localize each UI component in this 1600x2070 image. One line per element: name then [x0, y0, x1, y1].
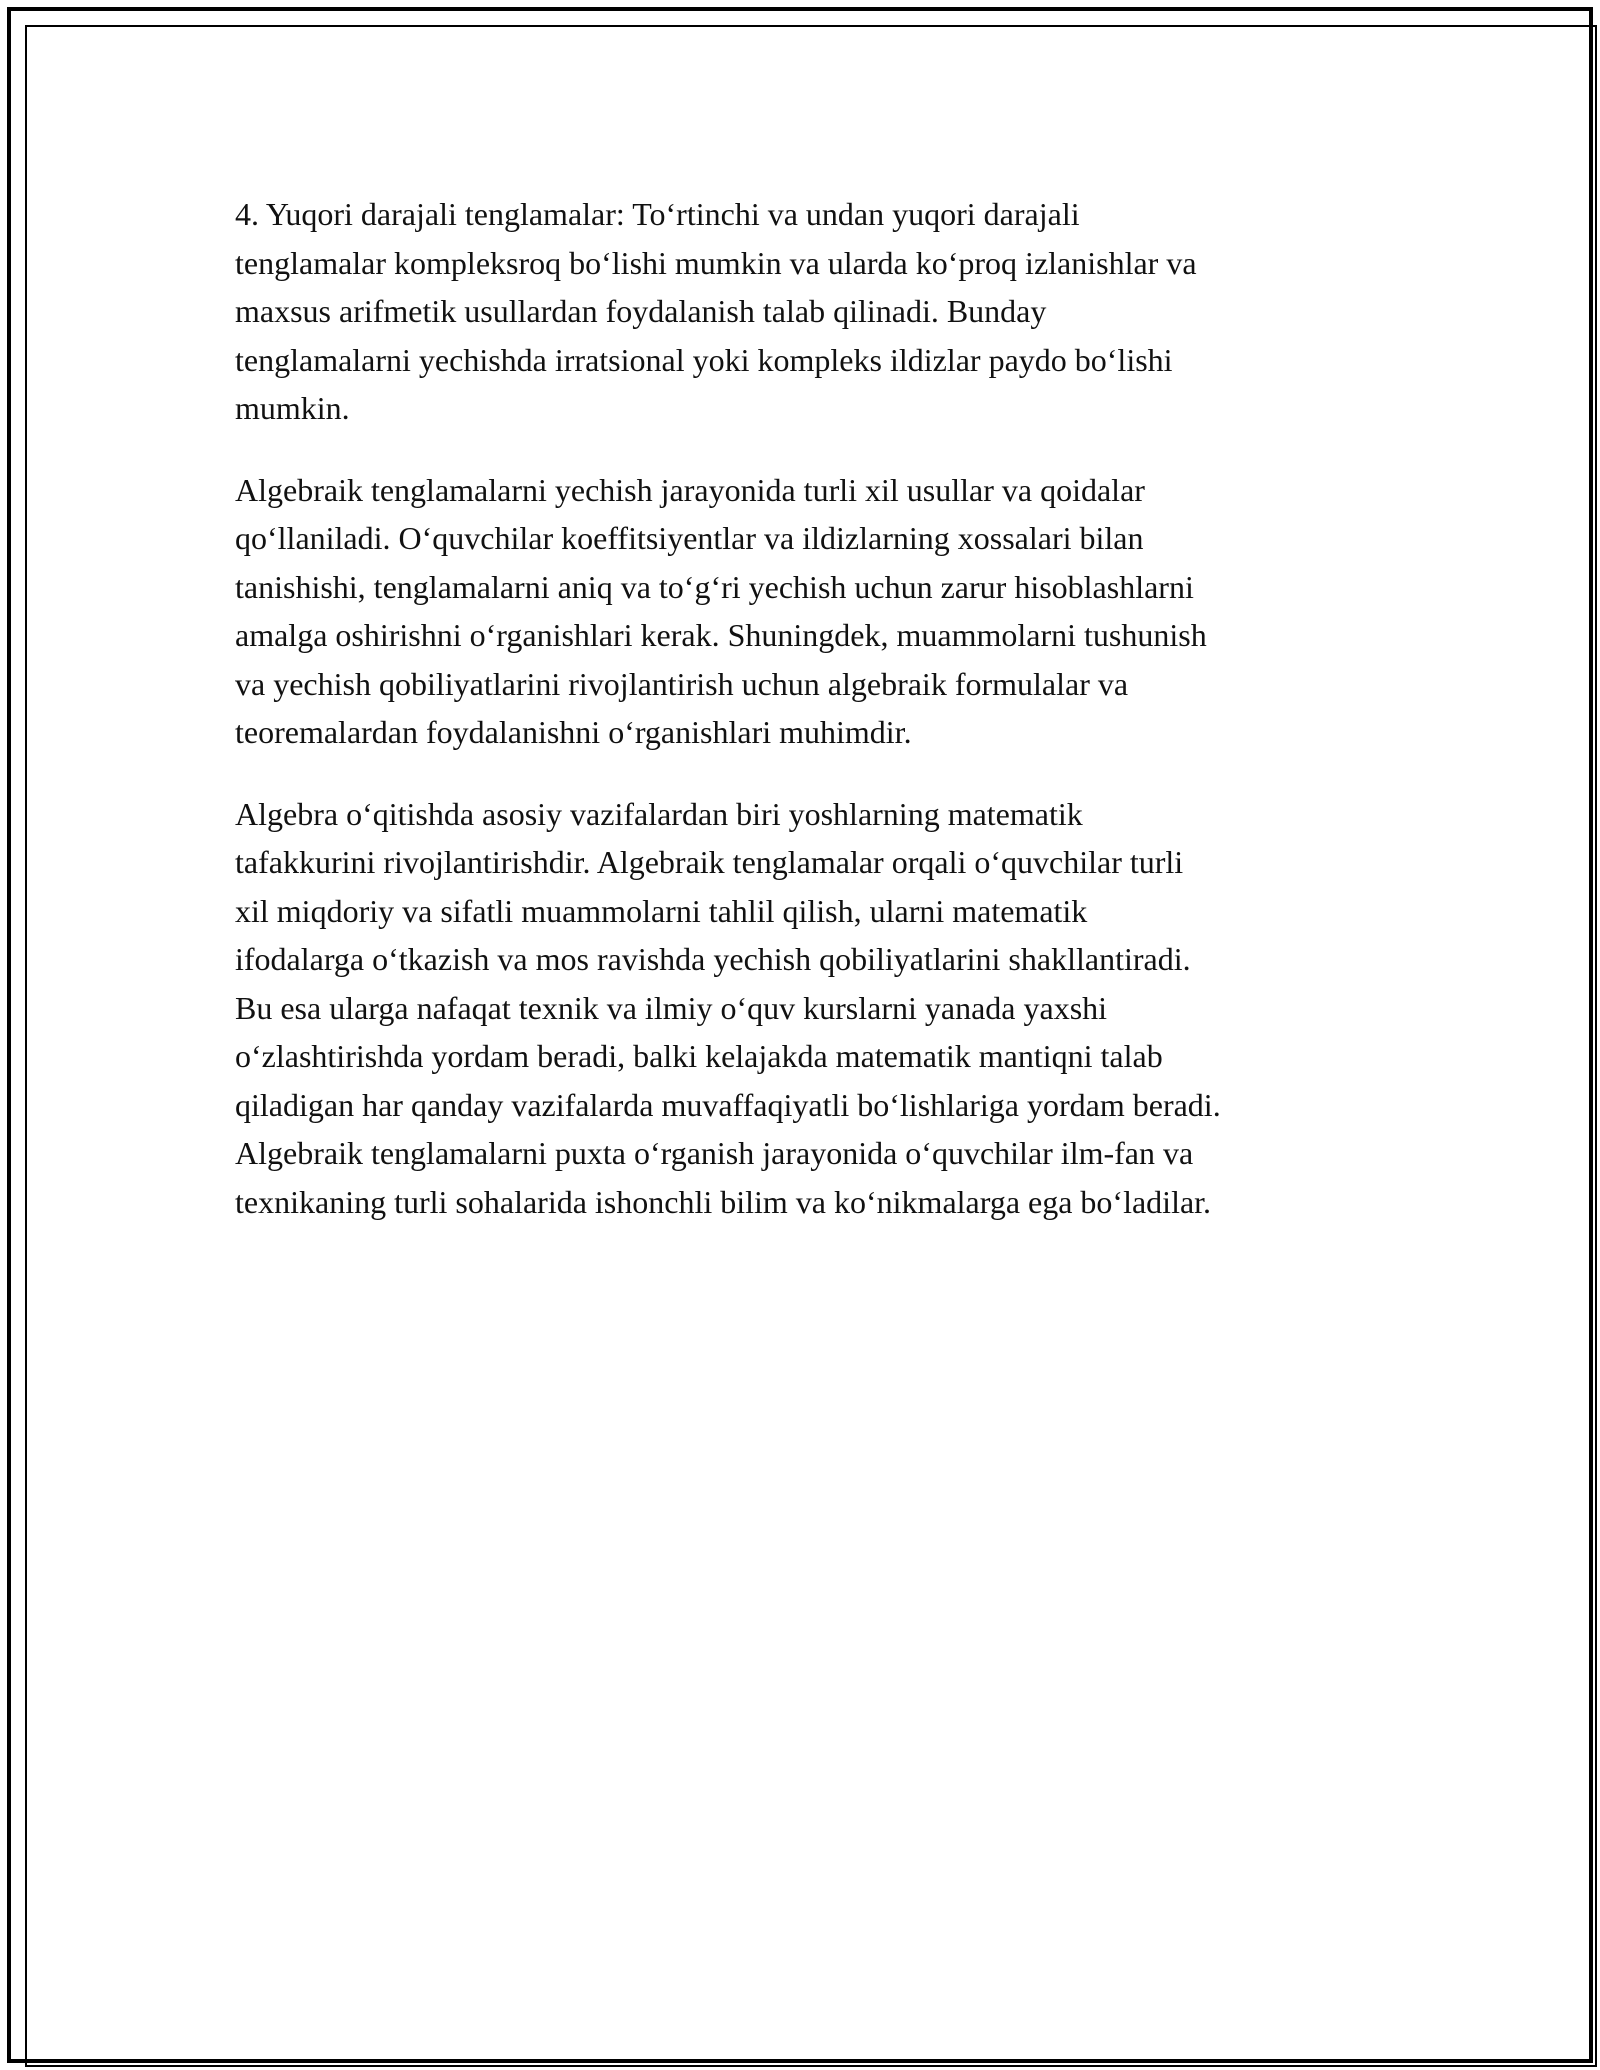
- paragraph-solving-methods: [235, 466, 1385, 757]
- text-line: 4. Yuqori darajali tenglamalar: To‘rtinchi va undan yuqori darajali: [235, 196, 1080, 232]
- text-line: tenglamalar kompleksroq bo‘lishi mumkin va ularda ko‘proq izlanishlar va: [235, 244, 1197, 281]
- text-line: Algebraik tenglamalarni puxta o‘rganish jarayonida o‘quvchilar ilm-fan va: [235, 1135, 1194, 1171]
- text-line: mumkin.: [235, 390, 350, 426]
- text-line: tanishishi, tenglamalarni aniq va to‘g‘ri yechish uchun zarur hisoblashlarni: [235, 568, 1194, 605]
- paragraph-algebra-teaching: [235, 790, 1385, 1227]
- paragraph-higher-degree-equations: [235, 190, 1385, 433]
- text-line: maxsus arifmetik usullardan foydalanish talab qilinadi. Bunday: [235, 293, 1047, 329]
- text-line: teoremalardan foydalanishni o‘rganishlari muhimdir.: [235, 714, 912, 750]
- text-line: xil miqdoriy va sifatli muammolarni tahlil qilish, ularni matematik: [235, 892, 1088, 929]
- document-body: [235, 190, 1385, 1259]
- text-line: texnikaning turli sohalarida ishonchli bilim va ko‘nikmalarga ega bo‘ladilar.: [235, 1183, 1212, 1220]
- text-line: qo‘llaniladi. O‘quvchilar koeffitsiyentlar va ildizlarning xossalari bilan: [235, 520, 1144, 556]
- text-line: tafakkurini rivojlantirishdir. Algebraik tenglamalar orqali o‘quvchilar turli: [235, 844, 1184, 880]
- text-line: Algebra o‘qitishda asosiy vazifalardan biri yoshlarning matematik: [235, 795, 1083, 832]
- text-line: o‘zlashtirishda yordam beradi, balki kelajakda matematik mantiqni talab: [235, 1038, 1163, 1074]
- text-line: ifodalarga o‘tkazish va mos ravishda yechish qobiliyatlarini shakllantiradi.: [235, 941, 1191, 977]
- text-line: Algebraik tenglamalarni yechish jarayonida turli xil usullar va qoidalar: [235, 471, 1145, 508]
- text-line: tenglamalarni yechishda irratsional yoki kompleks ildizlar paydo bo‘lishi: [235, 341, 1173, 378]
- text-line: va yechish qobiliyatlarini rivojlantirish uchun algebraik formulalar va: [235, 665, 1129, 702]
- text-line: qiladigan har qanday vazifalarda muvaffaqiyatli bo‘lishlariga yordam beradi.: [235, 1086, 1221, 1123]
- text-line: Bu esa ularga nafaqat texnik va ilmiy o‘quv kurslarni yanada yaxshi: [235, 989, 1108, 1026]
- text-line: amalga oshirishni o‘rganishlari kerak. Shuningdek, muammolarni tushunish: [235, 617, 1207, 653]
